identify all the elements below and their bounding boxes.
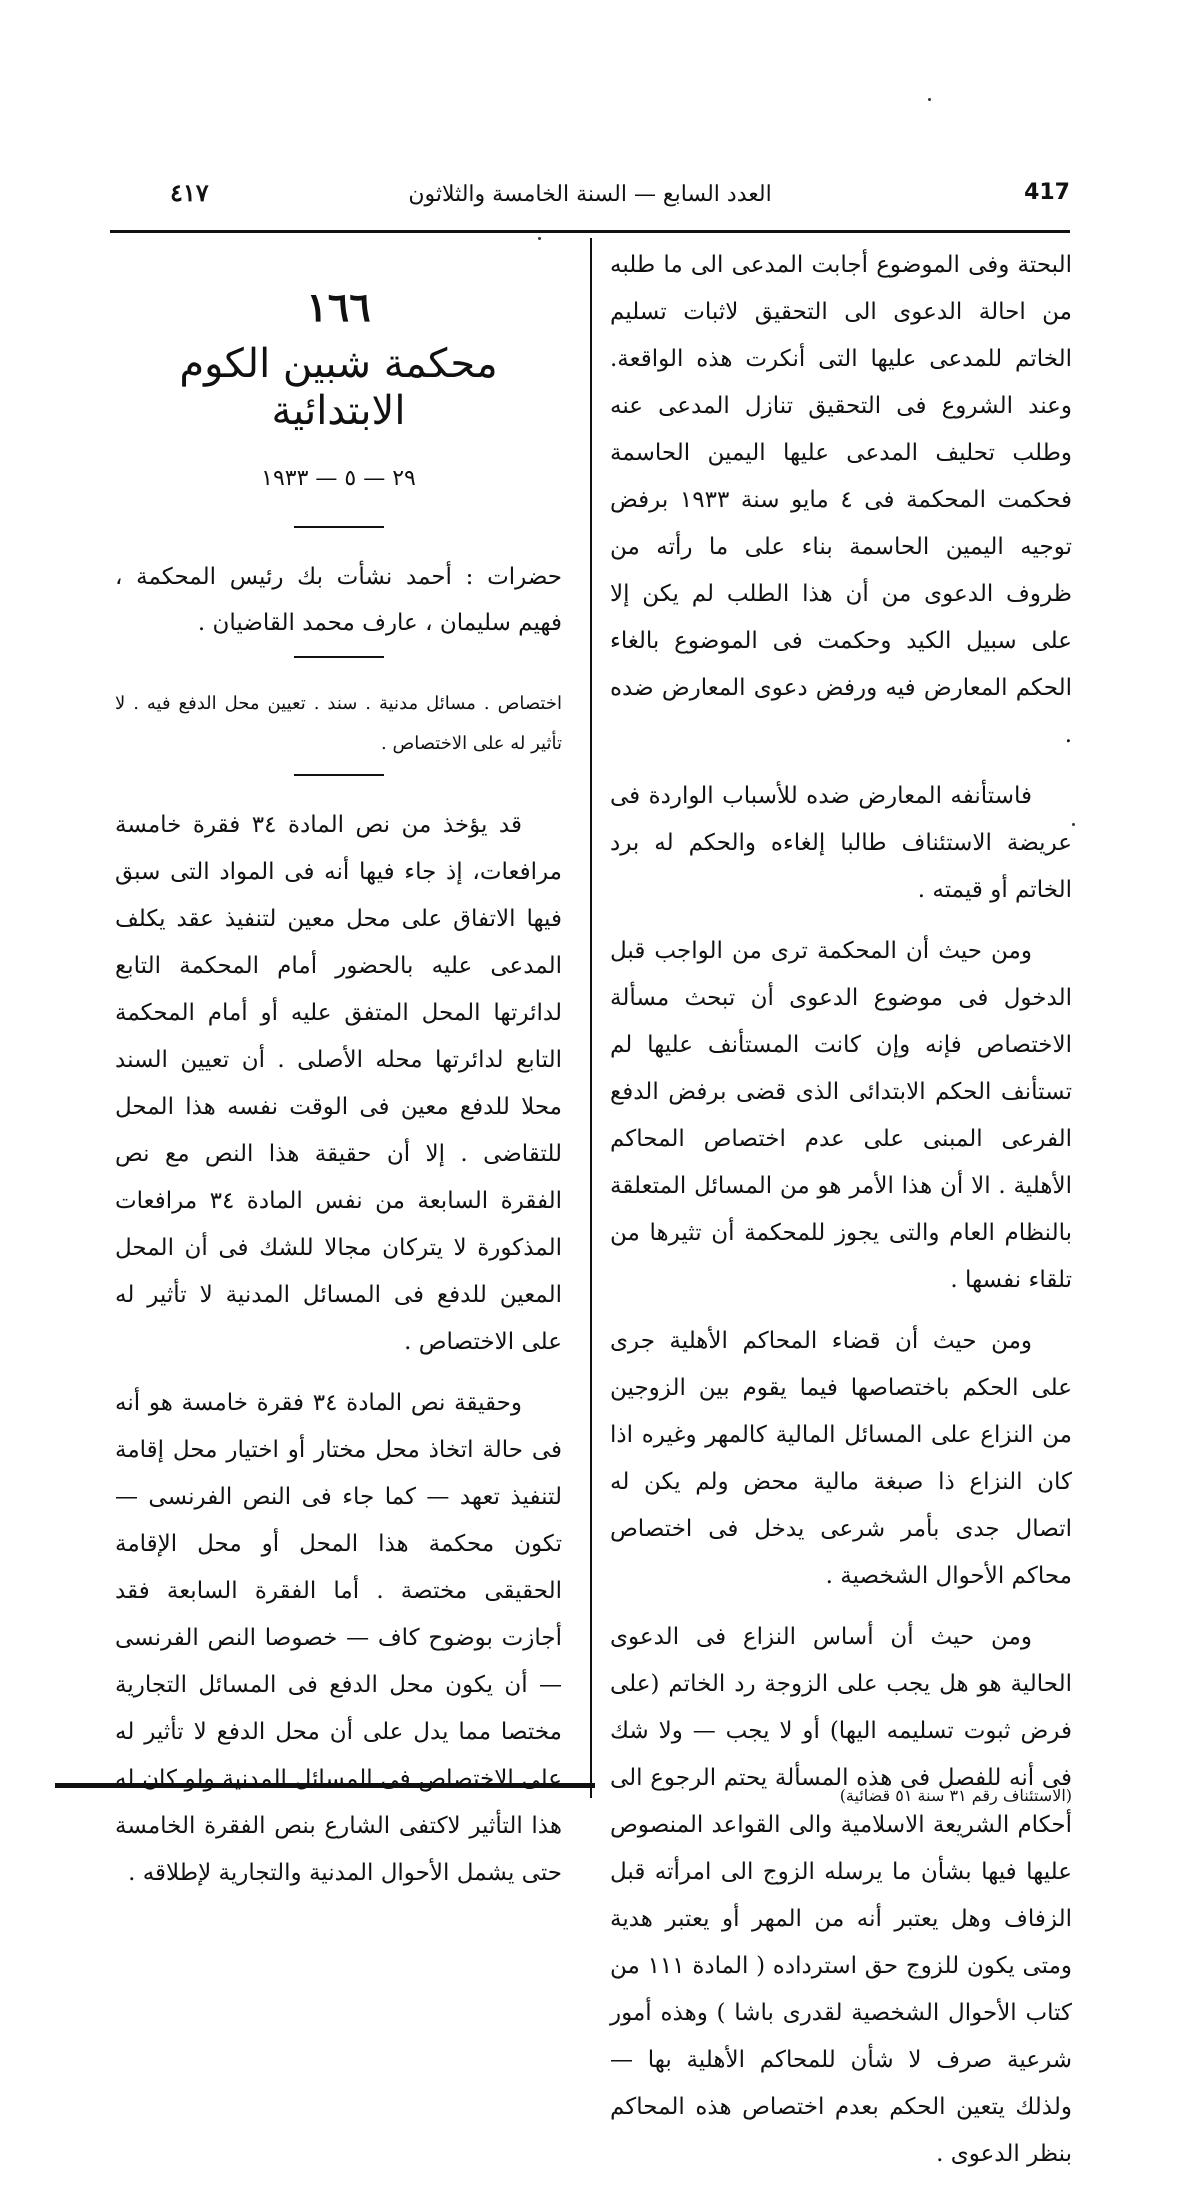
paragraph: ومن حيث أن المحكمة ترى من الواجب قبل الدخول فى موضوع الدعوى أن تبحث مسألة الاختصاص فإنه وإن كانت المستأنف عليها لم تستأنف الحكم الابتدائى الذى قضى برفض الدفع الفرعى المبنى على عدم اختصاص المحاكم الأهلية . الا أن هذا الأمر هو من المسائل المتعلقة بالنظام العام والتى يجوز للمحكمة أن تثيرها من تلقاء نفسها . [610, 938, 1072, 1293]
column-divider [590, 238, 592, 1798]
paragraph: فاستأنفه المعارض ضده للأسباب الواردة فى عريضة الاستئناف طالبا إلغاءه والحكم له برد الخاتم أو قيمته . [610, 783, 1072, 903]
divider [294, 526, 384, 528]
case-number: ١٦٦ [306, 284, 371, 331]
paragraph: ومن حيث أن أساس النزاع فى الدعوى الحالية هو هل يجب على الزوجة رد الخاتم (على فرض ثبوت تسليمه اليها) أو لا يجب — ولا شك فى أنه للفصل فى هذه المسألة يحتم الرجوع الى أحكام الشريعة الاسلامية والى القواعد المنصوص عليها فيها بشأن ما يرسله الزوج الى امرأته قبل الزفاف وهل يعتبر أنه من المهر أو يعتبر هدية ومتى يكون للزوج حق استرداده ( المادة ١١١ من كتاب الأحوال الشخصية لقدرى باشا ) وهذه أمور شرعية صرف لا شأن للمحاكم الأهلية بها — ولذلك يتعين الحكم بعدم اختصاص هذه المحاكم بنظر الدعوى . [610, 1624, 1072, 2167]
speck [538, 237, 541, 240]
case-date: ٢٩ — ٥ — ١٩٣٣ [261, 466, 416, 491]
paragraph: وحقيقة نص المادة ٣٤ فقرة خامسة هو أنه فى حالة اتخاذ محل مختار أو اختيار محل إقامة لتنفيذ تعهد — كما جاء فى النص الفرنسى — تكون محكمة هذا المحل أو محل الإقامة الحقيقى مختصة . أما الفقرة السابعة فقد أجازت بوضوح كاف — خصوصا النص الفرنسى — أن يكون محل الدفع فى المسائل التجارية مختصا مما يدل على أن محل الدفع لا تأثير له على الاختصاص فى المسائل المدنية ولو كان له هذا التأثير لاكتفى الشارع بنص الفقرة الخامسة حتى يشمل الأحوال المدنية والتجارية لإطلاقه . [115, 1390, 562, 1886]
court-name: محكمة شبين الكوم الابتدائية [179, 341, 498, 434]
divider [294, 656, 384, 658]
issue-title: العدد السابع — السنة الخامسة والثلاثون [408, 182, 772, 207]
keywords: اختصاص . مسائل مدنية . سند . تعيين محل الدفع فيه . لا تأثير له على الاختصاص . [115, 693, 562, 754]
header-rule [110, 230, 1070, 233]
speck [1072, 823, 1075, 826]
citation: (الاستئناف رقم ٣١ سنة ٥١ قضائية) [839, 1786, 1072, 1805]
paragraph: قد يؤخذ من نص المادة ٣٤ فقرة خامسة مرافعات، إذ جاء فيها أنه فى المواد التى سبق فيها الاتفاق على محل معين لتنفيذ عقد يكلف المدعى عليه بالحضور أمام المحكمة التابع لدائرتها المحل المتفق عليه أو أمام المحكمة التابع لدائرتها محله الأصلى . أن تعيين السند محلا للدفع معين فى الوقت نفسه هذا المحل للتقاضى . إلا أن حقيقة هذا النص مع نص الفقرة السابعة من نفس المادة ٣٤ مرافعات المذكورة لا يتركان مجالا للشك فى أن المحل المعين للدفع فى المسائل المدنية لا تأثير له على الاختصاص . [115, 812, 562, 1355]
page-number-latin: 417 [1024, 180, 1070, 205]
right-column [610, 242, 1072, 2192]
paragraph: البحتة وفى الموضوع أجابت المدعى الى ما طلبه من احالة الدعوى الى التحقيق لاثبات تسليم الخاتم للمدعى عليها التى أنكرت هذه الواقعة. وعند الشروع فى التحقيق تنازل المدعى عنه وطلب تحليف المدعى عليها اليمين الحاسمة فحكمت المحكمة فى ٤ مايو سنة ١٩٣٣ برفض توجيه اليمين الحاسمة بناء على ما رأته من ظروف الدعوى من أن هذا الطلب لم يكن إلا على سبيل الكيد وحكمت فى الموضوع بالغاء الحكم المعارض فيه ورفض دعوى المعارض ضده . [610, 252, 1072, 748]
left-column [115, 260, 562, 1911]
speck [928, 98, 931, 101]
paragraph: ومن حيث أن قضاء المحاكم الأهلية جرى على الحكم باختصاصها فيما يقوم بين الزوجين من النزاع على المسائل المالية كالمهر وغيره اذا كان النزاع ذا صبغة مالية محض ولم يكن له اتصال جدى بأمر شرعى يدخل فى اختصاص محاكم الأحوال الشخصية . [610, 1328, 1072, 1589]
page-header [110, 178, 1070, 218]
divider [294, 774, 384, 776]
judges: حضرات : أحمد نشأت بك رئيس المحكمة ، فهيم سليمان ، عارف محمد القاضيان . [115, 564, 562, 636]
page-number-arabic: ٤١٧ [170, 178, 209, 207]
